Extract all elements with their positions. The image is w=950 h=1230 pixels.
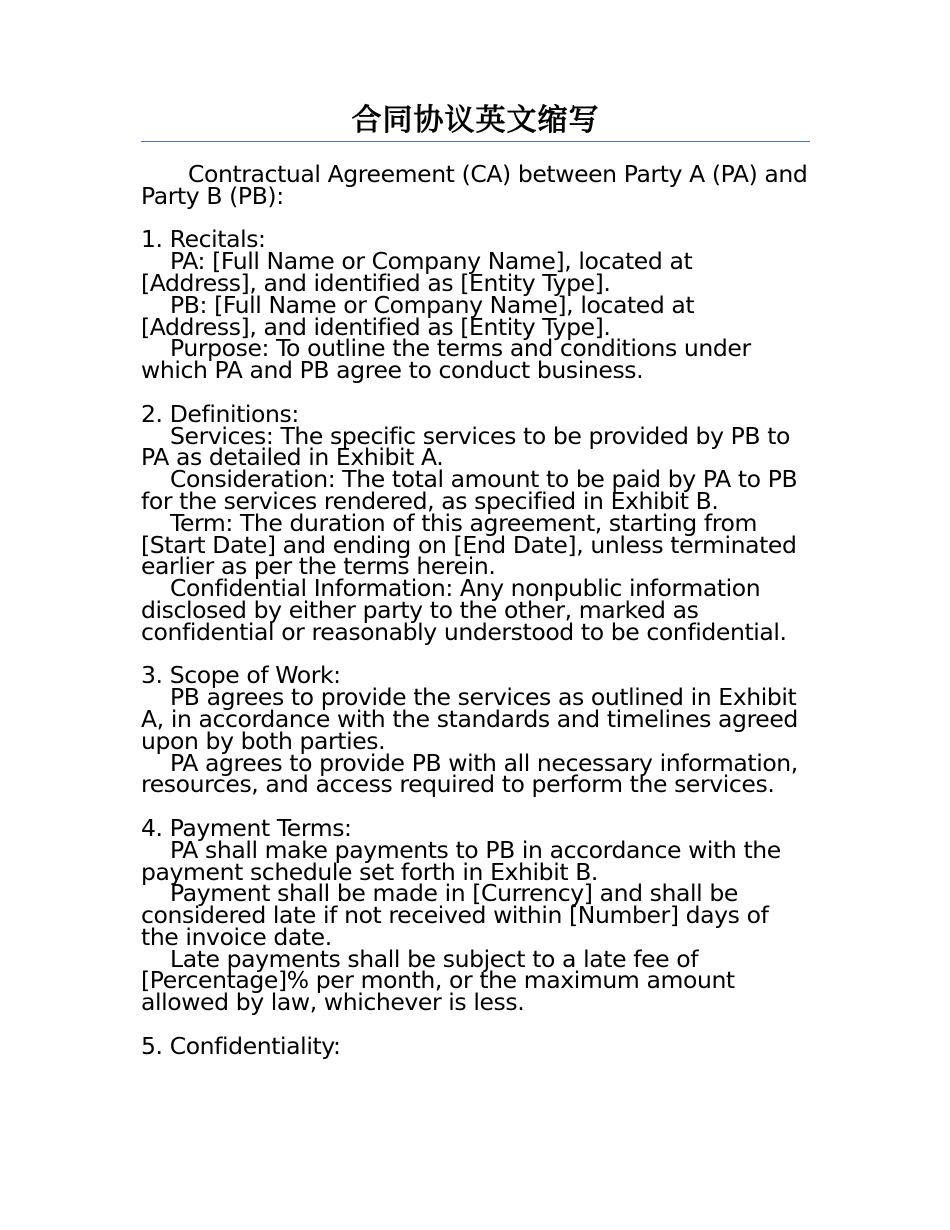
paragraph: Purpose: To outline the terms and conditions under which PA and PB agree to conduct business. <box>141 334 751 385</box>
paragraph: Term: The duration of this agreement, starting from [Start Date] and ending on [End Date], unless terminated earlier as per the terms herein. <box>141 508 797 581</box>
document-body <box>141 160 810 1060</box>
document-page <box>141 100 810 1058</box>
paragraph: Late payments shall be subject to a late fee of [Percentage]% per month, or the maximum amount allowed by law, whichever is less. <box>141 944 735 1017</box>
paragraph: PA agrees to provide PB with all necessary information, resources, and access required to perform the services. <box>141 748 798 799</box>
section-heading: 3. Scope of Work: <box>141 661 341 690</box>
document-title: 合同协议英文缩写 <box>351 103 600 138</box>
paragraph: PA: [Full Name or Company Name], located at [Address], and identified as [Entity Type]. <box>141 247 693 297</box>
paragraph: PB agrees to provide the services as outlined in Exhibit A, in accordance with the standards and timelines agreed upon by both parties. <box>141 683 798 755</box>
section-heading: 2. Definitions: <box>141 399 299 428</box>
paragraph: Consideration: The total amount to be paid by PA to PB for the services rendered, as specified in Exhibit B. <box>141 465 798 515</box>
paragraph: Services: The specific services to be provided by PB to PA as detailed in Exhibit A. <box>141 421 791 472</box>
paragraph: Payment shall be made in [Currency] and shall be considered late if not received within [Number] days of the invoice date. <box>141 879 769 951</box>
section-heading: 4. Payment Terms: <box>141 813 352 842</box>
paragraph: PB: [Full Name or Company Name], located at [Address], and identified as [Entity Type]. <box>141 290 695 341</box>
title-block <box>141 100 810 142</box>
section-heading: 5. Confidentiality: <box>141 1031 341 1060</box>
paragraph: Confidential Information: Any nonpublic information disclosed by either party to the other, marked as confidential or reasonably understood to be confidential. <box>141 574 787 646</box>
paragraph: PA shall make payments to PB in accordance with the payment schedule set forth in Exhibit B. <box>141 835 781 886</box>
section-heading: 1. Recitals: <box>141 225 266 254</box>
intro-paragraph: Contractual Agreement (CA) between Party A (PA) and Party B (PB): <box>141 160 808 210</box>
